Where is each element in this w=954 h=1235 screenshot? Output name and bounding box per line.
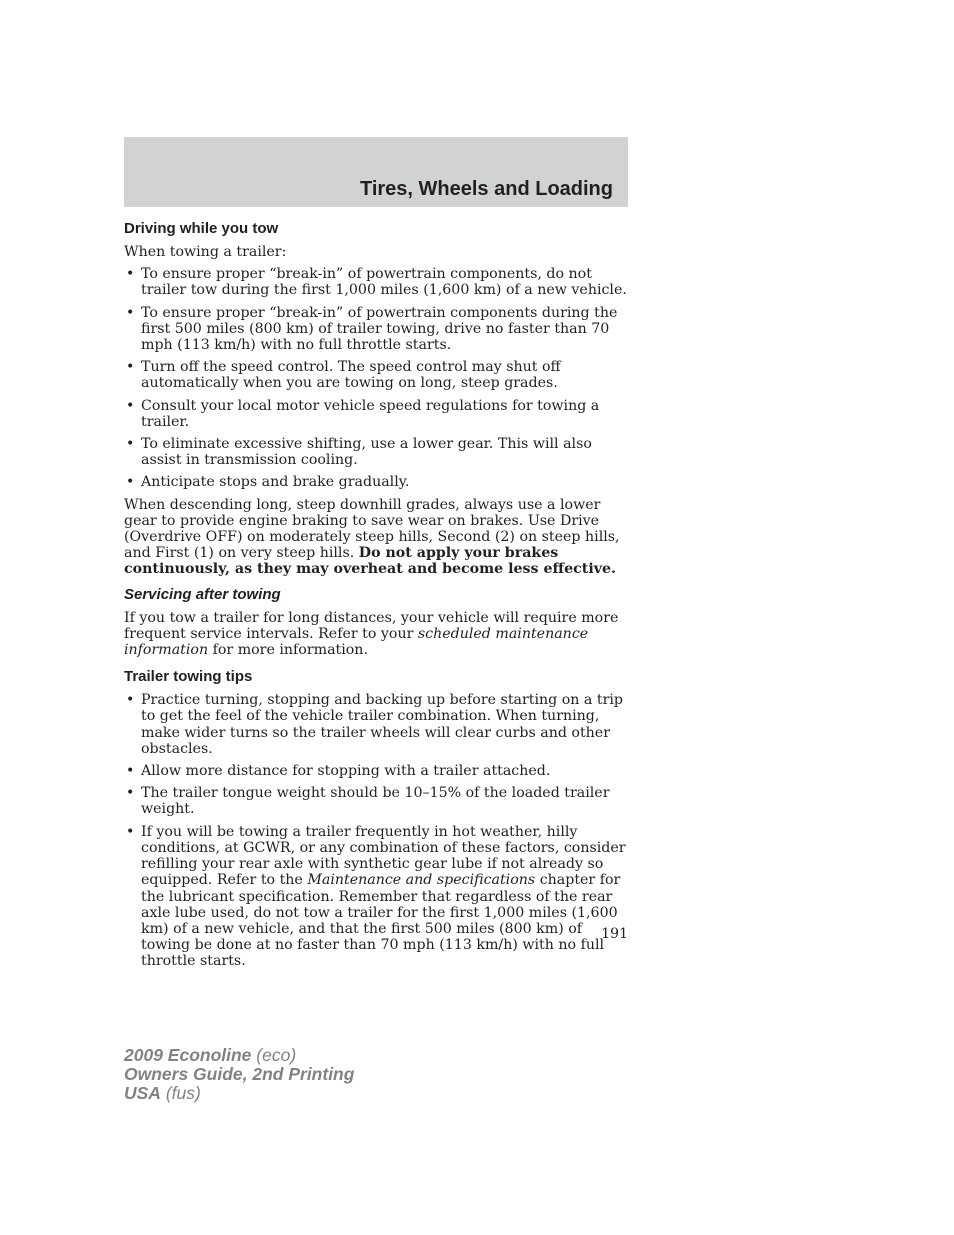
servicing-reference: scheduled maintenance information <box>124 625 589 659</box>
page-number: 191 <box>601 926 628 942</box>
footer-line-3 <box>124 1084 354 1103</box>
servicing-text-before: If you tow a trailer for long distances, your vehicle will require more frequent service intervals. Refer to your <box>124 609 619 642</box>
footer-line-2 <box>124 1065 354 1084</box>
section-heading-tips: Trailer towing tips <box>124 668 253 686</box>
footer-printing: Owners Guide, 2nd Printing <box>124 1064 355 1084</box>
list-item: • Anticipate stops and brake gradually. <box>124 474 628 490</box>
descending-text: When descending long, steep downhill grades, always use a lower gear to provide engine braking to save wear on brakes. Use Drive (Overdrive OFF) on moderately steep hills, Second (2) on steep hills, and First (1) on very steep hills. <box>124 496 620 562</box>
list-item: • Turn off the speed control. The speed control may shut off automatically when you are towing on long, steep grades. <box>124 359 628 391</box>
chapter-title: Tires, Wheels and Loading <box>359 178 613 200</box>
document-footer <box>124 1046 354 1103</box>
list-item: • To ensure proper “break-in” of powertrain components during the first 500 miles (800 km) of trailer towing, drive no faster than 70 mph (113 km/h) with no full throttle starts. <box>124 305 628 354</box>
page-content <box>124 220 628 976</box>
list-item <box>124 824 628 970</box>
driving-bullet-list <box>124 266 628 490</box>
chapter-header-band <box>124 137 628 207</box>
driving-intro: When towing a trailer: <box>124 244 287 260</box>
tips-bullet4-reference: Maintenance and specifications <box>307 872 536 889</box>
list-item: • To eliminate excessive shifting, use a lower gear. This will also assist in transmission cooling. <box>124 436 628 468</box>
footer-model-code: (eco) <box>251 1045 297 1065</box>
servicing-paragraph <box>124 610 628 659</box>
tips-bullet4-after: chapter for the lubricant specification. Remember that regardless of the rear axle lube used, do not tow a trailer for the first 1,000 miles (1,600 km) of a new vehicle, and that the first 500 miles (800 km) of towing be done at no faster than 70 mph (113 km/h) with no full throttle starts. <box>141 872 621 970</box>
footer-line-1 <box>124 1046 354 1065</box>
list-item: • Consult your local motor vehicle speed regulations for towing a trailer. <box>124 398 628 430</box>
footer-market: USA <box>124 1083 161 1103</box>
list-item: • The trailer tongue weight should be 10–15% of the loaded trailer weight. <box>124 785 628 817</box>
servicing-text-after: for more information. <box>208 642 368 659</box>
list-item: • Practice turning, stopping and backing up before starting on a trip to get the feel of the vehicle trailer combination. When turning, make wider turns so the trailer wheels will clear curbs and other obstacles. <box>124 692 628 757</box>
footer-model: 2009 Econoline <box>124 1045 252 1065</box>
descending-warning: Do not apply your brakes continuously, as they may overheat and become less effective. <box>124 545 616 578</box>
tips-bullet4-before: If you will be towing a trailer frequently in hot weather, hilly conditions, at GCWR, or any combination of these factors, consider refilling your rear axle with synthetic gear lube if not already so equipped. Refer to the <box>141 823 626 889</box>
tips-bullet-list <box>124 692 628 969</box>
section-heading-driving: Driving while you tow <box>124 220 279 237</box>
section-heading-servicing: Servicing after towing <box>124 585 281 603</box>
list-item: • To ensure proper “break-in” of powertrain components, do not trailer tow during the first 1,000 miles (1,600 km) of a new vehicle. <box>124 266 628 298</box>
list-item: • Allow more distance for stopping with a trailer attached. <box>124 763 628 779</box>
footer-market-code: (fus) <box>160 1083 201 1103</box>
descending-paragraph <box>124 497 628 578</box>
